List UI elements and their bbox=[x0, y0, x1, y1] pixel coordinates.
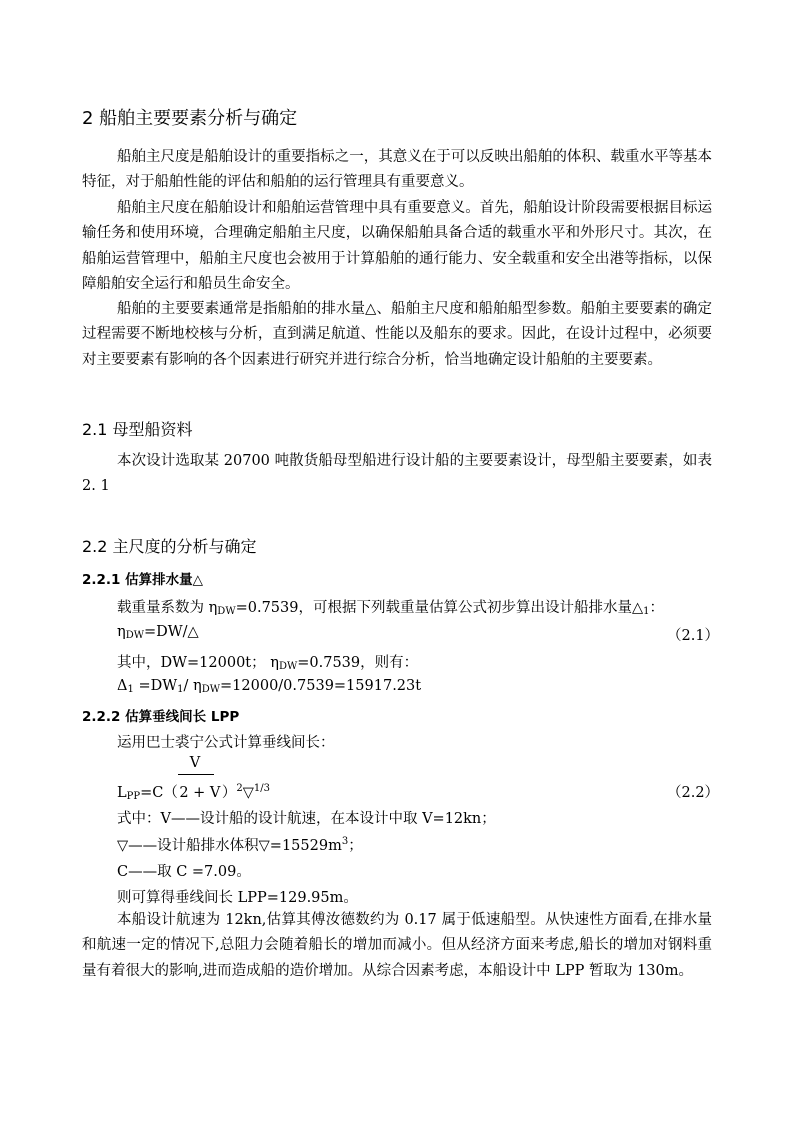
section-2-2-1-title: 2.2.1 估算排水量△ bbox=[82, 572, 204, 588]
equation-2-2-number: （2.2） bbox=[667, 785, 720, 801]
formula-intro-line: 运用巴士裘宁公式计算垂线间长： bbox=[117, 735, 335, 751]
equation-2-1-number: （2.1） bbox=[667, 628, 720, 644]
fraction-denominator: 2 + V bbox=[179, 785, 221, 801]
displacement-result-line: $\Delta_1 =DW_1/$ $\eta_{DW}=12000/0.7539=15917.23t$ bbox=[117, 678, 422, 695]
definition-volume: ▽——设计船排水体积$▽=15529m^3$； bbox=[117, 836, 363, 854]
section-2-paragraph-3: 船舶的主要要素通常是指船舶的排水量△、船舶主尺度和船舶船型参数。船舶主要要素的确定过程需要不断地校核与分析，直到满足航道、性能以及船东的要求。因此，在设计过程中，必须要对主要要素有影响的各个因素进行研究并进行综合分析，恰当地确定设计船舶的主要要素。 bbox=[82, 301, 712, 368]
fraction-numerator: V bbox=[189, 755, 201, 771]
section-2-paragraph-2: 船舶主尺度在船舶设计和船舶运营管理中具有重要意义。首先，船舶设计阶段需要根据目标运输任务和使用环境，合理确定船舶主尺度，以确保船舶具备合适的载重水平和外形尺寸。其次，在船舶运营管理中，船舶主尺度也会被用于计算船舶的通行能力、安全载重和安全出港等指标，以保障船舶安全运行和船员生命安全。 bbox=[82, 200, 712, 292]
section-2-2-2-title: 2.2.2 估算垂线间长 LPP bbox=[82, 709, 240, 725]
section-2-1-title: 2.1 母型船资料 bbox=[82, 420, 193, 439]
section-2-2-title: 2.2 主尺度的分析与确定 bbox=[82, 537, 257, 556]
definition-v: 式中：V——设计船的设计航速，在本设计中取 V=12kn； bbox=[117, 811, 496, 827]
equation-2-2: $L_{PP}=C(2$ + $V)^2▽^{1/3}$ bbox=[117, 783, 270, 802]
fraction-bar bbox=[178, 774, 214, 775]
section-2-paragraph-1: 船舶主尺度是船舶设计的重要指标之一，其意义在于可以反映出船舶的体积、载重水平等基本特征，对于船舶性能的评估和船舶的运行管理具有重要意义。 bbox=[82, 149, 712, 191]
lpp-result-line: 则可算得垂线间长 LPP=129.95m。 bbox=[117, 890, 358, 906]
lpp-discussion-paragraph: 本船设计航速为 12kn,估算其傅汝德数约为 0.17 属于低速船型。从快速性方面看,在排水量和航速一定的情况下,总阻力会随着船长的增加而减小。但从经济方面来考虑,船长的增加对钢料重量有着很大的影响,进而造成船的造价增加。从综合因素考虑，本船设计中 LPP 暂取为 130m。 bbox=[82, 912, 712, 979]
given-values-line: 其中，DW=12000t； $\eta_{DW}=0.7539$，则有： bbox=[117, 655, 419, 672]
section-2-title: 2 船舶主要要素分析与确定 bbox=[82, 108, 298, 129]
load-coefficient-line: 载重量系数为 $\eta_{DW}=0.7539$，可根据下列载重量估算公式初步算出设计船排水量$\triangle_1$： bbox=[117, 600, 665, 617]
section-2-1-paragraph: 本次设计选取某 20700 吨散货船母型船进行设计船的主要要素设计，母型船主要要素，如表 2. 1 bbox=[82, 453, 712, 495]
equation-2-1: $\eta_{DW}=DW/\triangle$ bbox=[117, 624, 199, 641]
definition-c: C——取 C =7.09。 bbox=[117, 864, 251, 880]
